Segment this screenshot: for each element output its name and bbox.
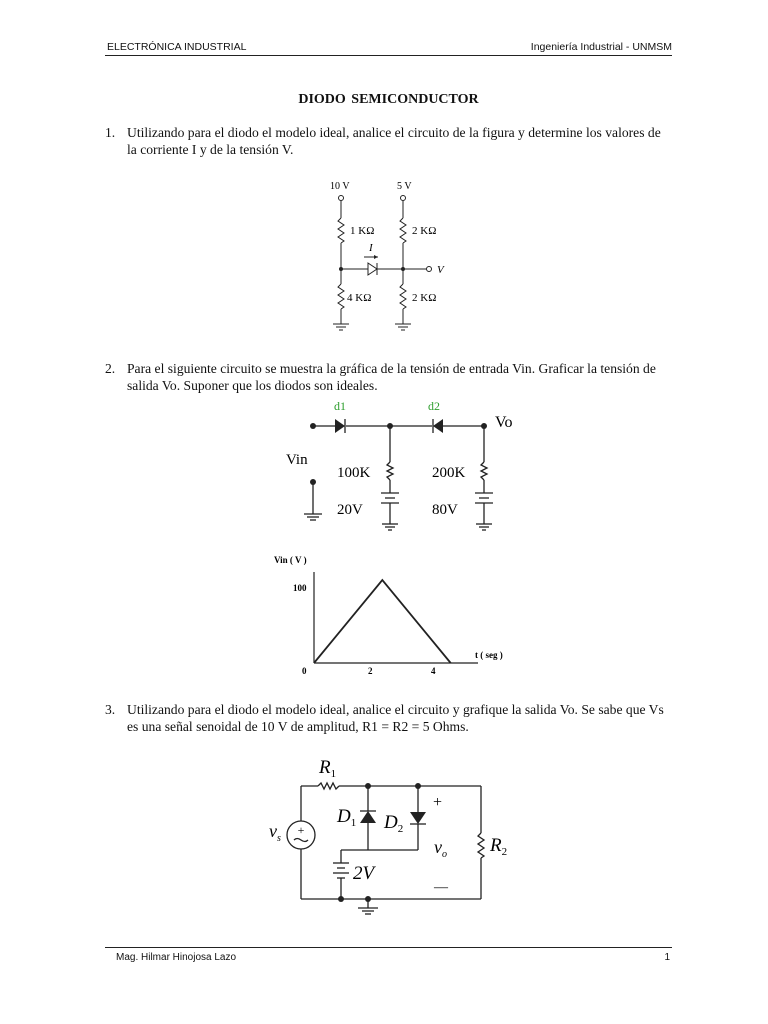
vin-series-line	[314, 580, 451, 663]
question-2	[105, 360, 672, 394]
question-3	[105, 701, 672, 735]
figure-1-circuit	[318, 176, 458, 336]
graph-ytick-100: 100	[293, 583, 307, 593]
label-5v: 5 V	[397, 181, 412, 192]
question-text: Para el siguiente circuito se muestra la gráfica de la tensión de entrada Vin. Graficar la tensión de salida Vo. Suponer que los diodos son ideales.	[127, 361, 656, 393]
label-80v: 80V	[432, 502, 458, 518]
label-r2: $R_2$	[490, 835, 508, 858]
graph-xtick-4: 4	[431, 666, 436, 676]
footer-author: Mag. Hilmar Hinojosa Lazo	[116, 952, 237, 963]
question-number: 2.	[105, 361, 116, 376]
graph-xtick-2: 2	[368, 666, 373, 676]
graph-ylabel: Vin ( V )	[274, 555, 307, 565]
header-rule	[105, 55, 672, 56]
label-vo: Vo	[495, 414, 513, 431]
graph-xlabel: t ( seg )	[475, 650, 503, 660]
label-vin: Vin	[286, 452, 308, 468]
label-current-i: I	[369, 242, 373, 254]
page-title: DIODO SEMICONDUCTOR	[298, 92, 479, 107]
label-vs: $v_s$	[269, 821, 281, 844]
label-200k: 200K	[432, 465, 466, 481]
label-20v: 20V	[337, 502, 363, 518]
source-plus-sign: +	[297, 823, 305, 837]
figure-2-circuit	[280, 396, 520, 540]
question-text: Utilizando para el diodo el modelo ideal, analice el circuito y grafique la salida Vo. Se sabe que Vs es una señal senoidal de 10 V de amplitud, R1 = R2 = 5 Ohms.	[127, 702, 664, 734]
label-d1: $D_1$	[337, 806, 357, 829]
question-1	[105, 124, 672, 158]
label-2k-bottom: 2 KΩ	[412, 292, 437, 304]
label-1k: 1 KΩ	[350, 225, 375, 237]
vo-plus-sign: +	[433, 794, 443, 811]
figure-3-circuit	[258, 748, 528, 918]
question-number: 3.	[105, 702, 116, 717]
footer-rule	[105, 947, 672, 948]
label-d2: $D_2$	[384, 812, 404, 835]
header-left: ELECTRÓNICA INDUSTRIAL	[107, 41, 247, 53]
label-r1: $R_1$	[319, 757, 337, 780]
label-d1: d1	[334, 399, 346, 413]
graph-xtick-0: 0	[302, 666, 307, 676]
label-100k: 100K	[337, 465, 371, 481]
label-output-v: V	[437, 264, 444, 276]
question-number: 1.	[105, 125, 116, 140]
label-d2: d2	[428, 399, 440, 413]
label-vo: $v_o$	[434, 837, 447, 860]
label-4k: 4 KΩ	[347, 292, 372, 304]
page-number: 1	[664, 952, 670, 963]
question-text: Utilizando para el diodo el modelo ideal, analice el circuito de la figura y determine los valores de la corriente I y de la tensión V.	[127, 125, 661, 157]
label-10v: 10 V	[330, 181, 350, 192]
label-2k-top: 2 KΩ	[412, 225, 437, 237]
vin-graph	[268, 550, 528, 680]
vo-minus-sign: —	[434, 880, 448, 895]
label-battery-2v: 2V	[353, 863, 375, 884]
header-right: Ingeniería Industrial - UNMSM	[530, 41, 672, 53]
